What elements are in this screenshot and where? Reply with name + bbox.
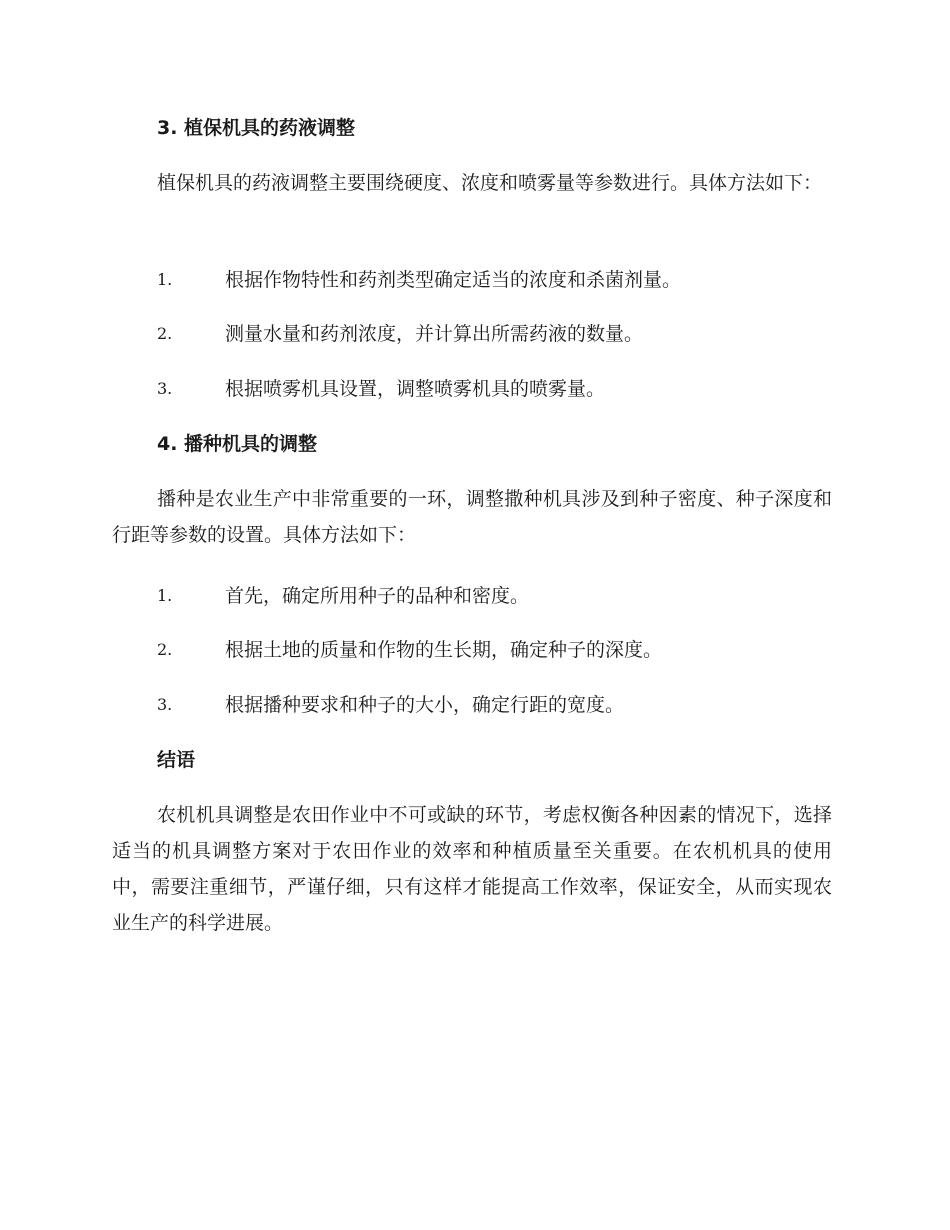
list-item xyxy=(157,320,837,348)
list-number: 1. xyxy=(157,270,173,289)
list-text: 根据喷雾机具设置，调整喷雾机具的喷雾量。 xyxy=(225,378,606,400)
section-3-heading: 3. 植保机具的药液调整 xyxy=(157,117,356,139)
list-number: 3. xyxy=(157,379,173,398)
list-item xyxy=(157,582,837,610)
list-text: 根据土地的质量和作物的生长期，确定种子的深度。 xyxy=(225,639,663,661)
section-4-heading: 4. 播种机具的调整 xyxy=(157,433,318,455)
list-item xyxy=(157,636,837,664)
conclusion-text: 农机机具调整是农田作业中不可或缺的环节，考虑权衡各种因素的情况下，选择适当的机具调整方案对于农田作业的效率和种植质量至关重要。在农机机具的使用中，需要注重细节，严谨仔细，只有这样才能提高工作效率，保证安全，从而实现农业生产的科学进展。 xyxy=(112,804,832,934)
section-4-intro: 播种是农业生产中非常重要的一环，调整撒种机具涉及到种子密度、种子深度和行距等参数的设置。具体方法如下： xyxy=(112,488,832,546)
list-text: 根据播种要求和种子的大小，确定行距的宽度。 xyxy=(225,694,625,716)
conclusion-heading: 结语 xyxy=(157,749,196,771)
list-number: 3. xyxy=(157,695,173,714)
list-item xyxy=(157,691,837,719)
list-number: 2. xyxy=(157,640,173,659)
list-text: 根据作物特性和药剂类型确定适当的浓度和杀菌剂量。 xyxy=(225,269,682,291)
list-number: 1. xyxy=(157,586,173,605)
list-text: 首先，确定所用种子的品种和密度。 xyxy=(225,585,530,607)
list-item xyxy=(157,266,837,294)
list-number: 2. xyxy=(157,324,173,343)
list-item xyxy=(157,375,837,403)
list-text: 测量水量和药剂浓度，并计算出所需药液的数量。 xyxy=(225,323,644,345)
section-3-intro: 植保机具的药液调整主要围绕硬度、浓度和喷雾量等参数进行。具体方法如下： xyxy=(157,172,823,194)
